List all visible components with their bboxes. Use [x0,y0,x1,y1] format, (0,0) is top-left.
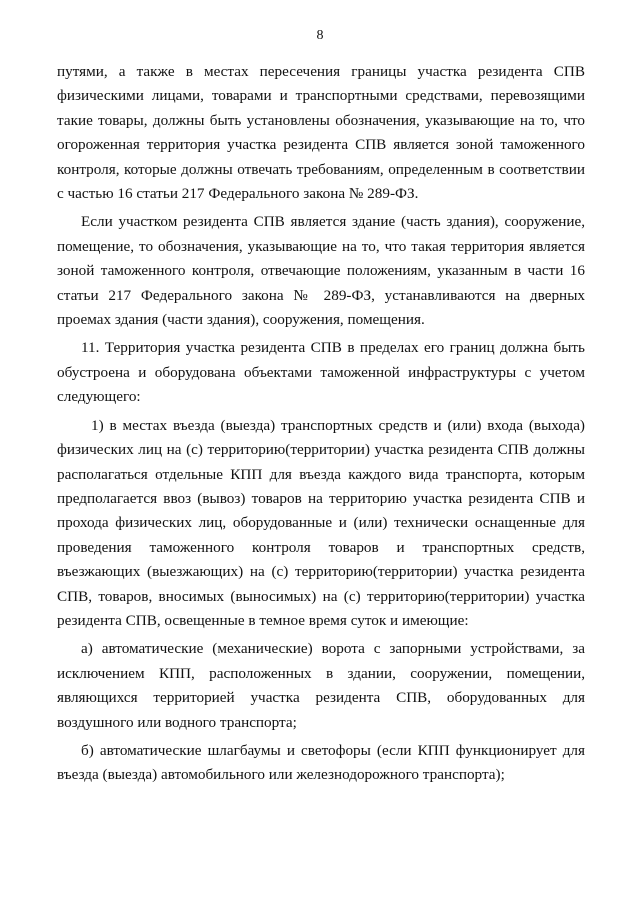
paragraph-item-11: 11. Территория участка резидента СПВ в пределах его границ должна быть обустроена и оборудована объектами таможенной инфраструктуры с учетом следующего: [57,339,585,406]
paragraph-building-markings: Если участком резидента СПВ является здание (часть здания), сооружение, помещение, то обозначения, указывающие на то, что такая территория является зоной таможенного контроля, отвечающие положениям, указанным в части 16 статьи 217 Федерального закона № 289-ФЗ, устанавливаются на дверных проемах здания (части здания), сооружения, помещения. [57,213,585,329]
paragraph-continuation: путями, а также в местах пересечения границы участка резидента СПВ физическими лицами, товарами и транспортными средствами, перевозящими такие товары, должны быть установлены обозначения, указывающие на то, что огороженная территория участка резидента СПВ является зоной таможенного контроля, которые должны отвечать требованиям, определенным в соответствии с частью 16 статьи 217 Федерального закона № 289-ФЗ. [57,63,585,203]
paragraph-subitem-b: б) автоматические шлагбаумы и светофоры (если КПП функционирует для въезда (выезда) автомобильного или железнодорожного транспорта); [57,741,585,784]
paragraph-subitem-1: 1) в местах въезда (выезда) транспортных средств и (или) входа (выхода) физических лиц на (с) территорию(территории) участка резидента СПВ должны располагаться отдельные КПП для въезда каждого вида транспорта, которым предполагается ввоз (вывоз) товаров на территорию участка резидента СПВ и прохода физических лиц, оборудованные и (или) технически оснащенные для проведения таможенного контроля товаров и транспортных средств, въезжающих (выезжающих) на (с) территорию(территории) участка резидента СПВ, товаров, вносимых (выносимых) на (с) территорию(территории) участка резидента СПВ, освещенные в темное время суток и имеющие: [57,416,585,629]
document-body [57,60,585,788]
paragraph-subitem-a: а) автоматические (механические) ворота с запорными устройствами, за исключением КПП, расположенных в здании, сооружении, помещении, являющихся территорией участка резидента СПВ, оборудованных для воздушного или водного транспорта; [57,640,585,731]
page-number: 8 [316,28,324,43]
